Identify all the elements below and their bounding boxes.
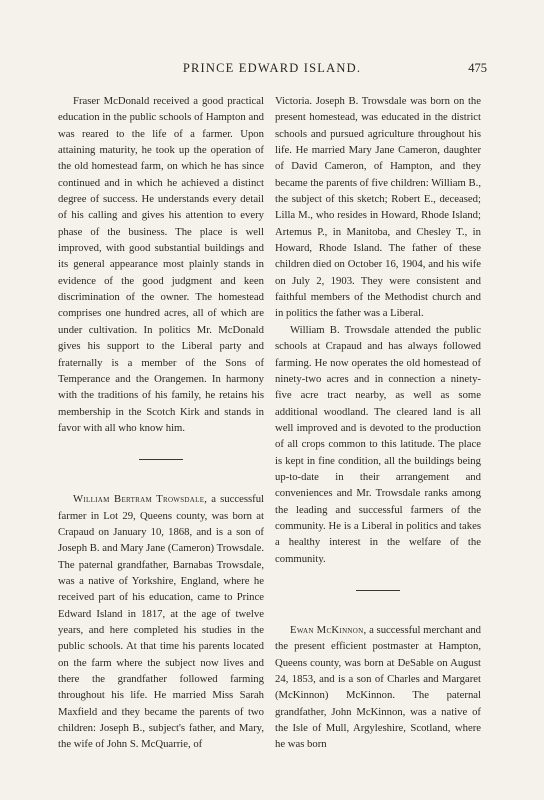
subject-name: William Bertram Trowsdale,: [73, 493, 208, 506]
paragraph-mckinnon: [275, 622, 481, 753]
paragraph-mcdonald: Fraser McDonald received a good practical education in the public schools of Hampton and was reared to the life of a farmer. Upon attaining maturity, he took up the operation of the old homestead farm, on which he has since continued and in which he achieved a distinct degree of success. He understands every detail of his calling and gives his attention to every phase of the business. The place is well improved, with good substantial buildings and its general appearance most plainly stands in evidence of the good judgment and keen discrimination of the owner. The homestead comprises one hundred acres, all of which are under cultivation. In politics Mr. McDonald gives his support to the Liberal party and fraternally is a member of the Sons of Temperance and the Orangemen. In harmony with the traditions of his family, he retains his membership in the Scotch Kirk and stands in favor with all who know him.: [58, 95, 264, 434]
section-divider: [356, 590, 400, 591]
left-column: [58, 93, 264, 753]
running-head: [0, 61, 544, 77]
paragraph-trowsdale-farming: William B. Trowsdale attended the public schools at Crapaud and has always followed farming. He now operates the old homestead of ninety-two acres and in connection a ninety-five acre tract nearby, as well as some additional woodland. The cleared land is all well improved and is devoted to the production of all crops common to this latitude. The place is kept in fine condition, all the buildings being up-to-date in their arrangement and conveniences and Mr. Trowsdale ranks among the leading and successful farmers of the community. He is a Liberal in politics and takes a healthy interest in the welfare of the community.: [275, 323, 481, 565]
page-number: 475: [468, 61, 487, 75]
paragraph-text: a successful merchant and the present efficient postmaster at Hampton, Queens county, was born at DeSable on August 24, 1853, and is a son of Charles and Margaret (McKinnon) McKinnon. The paternal grandfather, John McKinnon, was a native of the Isle of Mull, Argyleshire, Scotland, where he was born: [275, 623, 482, 751]
paragraph-text: a successful farmer in Lot 29, Queens county, was born at Crapaud on January 10, 1868, and is a son of Joseph B. and Mary Jane (Cameron) Trowsdale. The paternal grandfather, Barnabas Trowsdale, was a native of Yorkshire, England, where he received part of his education, came to Prince Edward Island in 1817, at the age of twelve years, and here completed his studies in the public schools. At that time his parents located on the farm where the subject now lives and there the grandfather followed farming throughout his life. He married Miss Sarah Maxfield and they became the parents of two children: Joseph B., subject's father, and Mary, the wife of John S. McQuarrie, of: [58, 493, 265, 751]
right-column: [275, 93, 481, 753]
paragraph-trowsdale-intro: [58, 491, 264, 753]
running-title: PRINCE EDWARD ISLAND.: [182, 61, 362, 75]
subject-name: Ewan McKinnon,: [290, 623, 367, 636]
section-divider: [139, 459, 183, 460]
paragraph-trowsdale-family: Victoria. Joseph B. Trowsdale was born on the present homestead, was educated in the district schools and pursued agriculture throughout his life. He married Mary Jane Cameron, daughter of David Cameron, of Hampton, and they became the parents of five children: William B., the subject of this sketch; Robert E., deceased; Lilla M., who resides in Howard, Rhode Island; Artemus P., in Manitoba, and Chesley T., in Howard, Rhode Island. The father of these children died on October 16, 1904, and his wife on July 2, 1903. They were consistent and faithful members of the Methodist church and in politics the father was a Liberal.: [275, 95, 481, 320]
